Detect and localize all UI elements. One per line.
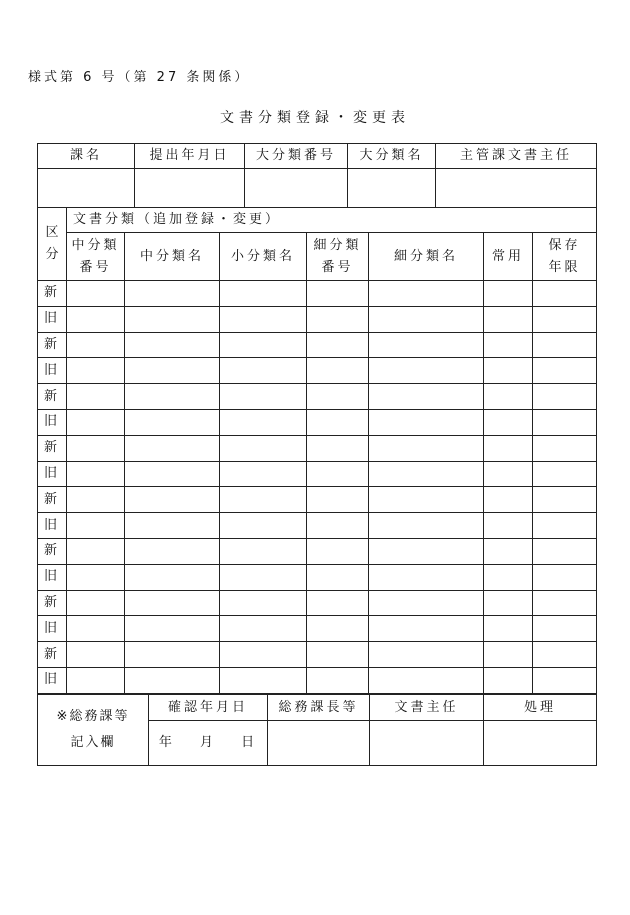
row-category: 新 xyxy=(38,642,67,668)
row-cell[interactable] xyxy=(533,281,597,307)
row-cell[interactable] xyxy=(484,513,533,539)
row-cell[interactable] xyxy=(67,281,125,307)
row-cell[interactable] xyxy=(533,487,597,513)
row-cell[interactable] xyxy=(125,306,220,332)
row-cell[interactable] xyxy=(369,513,484,539)
row-cell[interactable] xyxy=(125,590,220,616)
col-minor-name: 小分類名 xyxy=(220,233,307,281)
row-cell[interactable] xyxy=(533,332,597,358)
row-category: 旧 xyxy=(38,409,67,435)
row-cell[interactable] xyxy=(125,667,220,693)
row-cell[interactable] xyxy=(67,306,125,332)
table-row xyxy=(38,332,597,358)
col-doc-officer: 文書主任 xyxy=(370,695,484,721)
row-cell[interactable] xyxy=(533,667,597,693)
row-cell[interactable] xyxy=(369,564,484,590)
row-cell[interactable] xyxy=(307,332,369,358)
row-category: 新 xyxy=(38,332,67,358)
document-title: 文書分類登録・変更表 xyxy=(220,110,410,126)
col-mid-no-1: 中分類 xyxy=(71,237,120,253)
row-cell[interactable] xyxy=(220,384,307,410)
row-cell[interactable] xyxy=(220,538,307,564)
row-cell[interactable] xyxy=(125,384,220,410)
row-cell[interactable] xyxy=(533,538,597,564)
group-label: 文書分類（追加登録・変更） xyxy=(67,208,597,233)
col-sub-no xyxy=(307,233,369,281)
table-row xyxy=(38,564,597,590)
row-cell[interactable] xyxy=(307,358,369,384)
row-cell[interactable] xyxy=(307,513,369,539)
major-no-input-cell[interactable] xyxy=(245,169,348,208)
row-cell[interactable] xyxy=(533,384,597,410)
row-cell[interactable] xyxy=(307,564,369,590)
form-number: 様式第 6 号（第 27 条関係） xyxy=(28,70,251,85)
row-category: 旧 xyxy=(38,616,67,642)
row-cell[interactable] xyxy=(125,409,220,435)
row-cell[interactable] xyxy=(67,384,125,410)
confirm-date-cell[interactable] xyxy=(149,721,268,766)
col-section: 課名 xyxy=(38,144,135,169)
row-cell[interactable] xyxy=(67,332,125,358)
row-cell[interactable] xyxy=(67,358,125,384)
table-row xyxy=(38,409,597,435)
footer-table xyxy=(37,694,597,766)
row-cell[interactable] xyxy=(307,487,369,513)
row-category: 新 xyxy=(38,590,67,616)
row-cell[interactable] xyxy=(220,513,307,539)
col-mid-no-2: 番号 xyxy=(79,259,112,275)
row-cell[interactable] xyxy=(484,435,533,461)
row-cell[interactable] xyxy=(67,667,125,693)
major-name-input-cell[interactable] xyxy=(348,169,436,208)
row-cell[interactable] xyxy=(484,332,533,358)
col-mid-name: 中分類名 xyxy=(125,233,220,281)
row-cell[interactable] xyxy=(307,384,369,410)
table-row xyxy=(38,487,597,513)
row-cell[interactable] xyxy=(484,538,533,564)
col-regular: 常用 xyxy=(484,233,533,281)
col-sub-name: 細分類名 xyxy=(369,233,484,281)
table-row xyxy=(38,513,597,539)
table-row xyxy=(38,667,597,693)
row-cell[interactable] xyxy=(220,409,307,435)
row-cell[interactable] xyxy=(369,590,484,616)
col-confirm-date: 確認年月日 xyxy=(149,695,268,721)
row-body xyxy=(38,281,597,694)
row-cell[interactable] xyxy=(533,461,597,487)
officer-input-cell[interactable] xyxy=(436,169,597,208)
row-category: 新 xyxy=(38,538,67,564)
admin-section-label-2: 記入欄 xyxy=(70,735,116,750)
row-category: 旧 xyxy=(38,667,67,693)
row-cell[interactable] xyxy=(125,435,220,461)
row-cell[interactable] xyxy=(67,513,125,539)
row-cell[interactable] xyxy=(369,667,484,693)
row-cell[interactable] xyxy=(67,642,125,668)
row-cell[interactable] xyxy=(220,435,307,461)
row-cell[interactable] xyxy=(220,642,307,668)
manager-seal-cell[interactable] xyxy=(268,721,370,766)
table-row xyxy=(38,616,597,642)
row-cell[interactable] xyxy=(484,306,533,332)
row-category: 旧 xyxy=(38,513,67,539)
row-cell[interactable] xyxy=(369,435,484,461)
row-cell[interactable] xyxy=(369,642,484,668)
row-cell[interactable] xyxy=(484,409,533,435)
col-retention-1: 保存 xyxy=(548,237,581,253)
date-year: 年 xyxy=(158,735,175,750)
row-category: 新 xyxy=(38,435,67,461)
row-category: 新 xyxy=(38,384,67,410)
col-major-no: 大分類番号 xyxy=(245,144,348,169)
row-cell[interactable] xyxy=(220,332,307,358)
header-table xyxy=(37,143,597,208)
col-processing: 処理 xyxy=(484,695,597,721)
row-cell[interactable] xyxy=(484,616,533,642)
row-cell[interactable] xyxy=(307,435,369,461)
doc-officer-seal-cell[interactable] xyxy=(370,721,484,766)
col-retention-2: 年限 xyxy=(548,259,581,275)
table-row xyxy=(38,642,597,668)
table-row xyxy=(38,538,597,564)
row-cell[interactable] xyxy=(533,358,597,384)
row-cell[interactable] xyxy=(307,461,369,487)
row-cell[interactable] xyxy=(125,642,220,668)
row-cell[interactable] xyxy=(369,281,484,307)
row-cell[interactable] xyxy=(369,487,484,513)
col-mid-no xyxy=(67,233,125,281)
row-cell[interactable] xyxy=(484,642,533,668)
row-cell[interactable] xyxy=(125,332,220,358)
row-cell[interactable] xyxy=(307,642,369,668)
processing-cell[interactable] xyxy=(484,721,597,766)
row-cell[interactable] xyxy=(369,461,484,487)
row-cell[interactable] xyxy=(220,590,307,616)
row-cell[interactable] xyxy=(220,358,307,384)
row-cell[interactable] xyxy=(67,435,125,461)
row-cell[interactable] xyxy=(125,358,220,384)
row-cell[interactable] xyxy=(220,564,307,590)
row-cell[interactable] xyxy=(533,590,597,616)
table-row xyxy=(38,435,597,461)
row-cell[interactable] xyxy=(533,409,597,435)
category-label-2: 分 xyxy=(45,247,59,262)
table-row xyxy=(38,281,597,307)
row-cell[interactable] xyxy=(125,564,220,590)
row-category: 新 xyxy=(38,487,67,513)
row-cell[interactable] xyxy=(125,538,220,564)
date-month: 月 xyxy=(199,735,216,750)
category-label-1: 区 xyxy=(45,225,59,240)
table-row xyxy=(38,590,597,616)
row-cell[interactable] xyxy=(484,590,533,616)
col-sub-no-1: 細分類 xyxy=(313,237,362,253)
row-cell[interactable] xyxy=(307,590,369,616)
row-cell[interactable] xyxy=(307,409,369,435)
col-retention xyxy=(533,233,597,281)
row-cell[interactable] xyxy=(67,590,125,616)
row-cell[interactable] xyxy=(307,281,369,307)
row-cell[interactable] xyxy=(533,564,597,590)
row-cell[interactable] xyxy=(67,461,125,487)
row-cell[interactable] xyxy=(125,487,220,513)
table-row xyxy=(38,358,597,384)
row-cell[interactable] xyxy=(533,642,597,668)
row-cell[interactable] xyxy=(125,616,220,642)
row-cell[interactable] xyxy=(67,564,125,590)
row-cell[interactable] xyxy=(307,667,369,693)
table-row xyxy=(38,384,597,410)
row-cell[interactable] xyxy=(125,461,220,487)
row-cell[interactable] xyxy=(125,281,220,307)
table-row xyxy=(38,461,597,487)
row-cell[interactable] xyxy=(369,306,484,332)
row-cell[interactable] xyxy=(484,667,533,693)
category-header xyxy=(38,208,67,281)
row-cell[interactable] xyxy=(220,616,307,642)
row-category: 旧 xyxy=(38,461,67,487)
row-cell[interactable] xyxy=(484,487,533,513)
admin-section-label-1: ※総務課等 xyxy=(56,709,130,724)
row-cell[interactable] xyxy=(67,409,125,435)
col-officer: 主管課文書主任 xyxy=(436,144,597,169)
row-cell[interactable] xyxy=(484,461,533,487)
col-submit-date: 提出年月日 xyxy=(135,144,245,169)
row-cell[interactable] xyxy=(307,616,369,642)
submit-date-input-cell[interactable] xyxy=(135,169,245,208)
row-cell[interactable] xyxy=(369,358,484,384)
admin-section-label xyxy=(38,695,149,766)
row-cell[interactable] xyxy=(369,409,484,435)
row-cell[interactable] xyxy=(220,667,307,693)
row-cell[interactable] xyxy=(125,513,220,539)
row-cell[interactable] xyxy=(533,435,597,461)
row-cell[interactable] xyxy=(484,564,533,590)
col-major-name: 大分類名 xyxy=(348,144,436,169)
date-day: 日 xyxy=(241,735,258,750)
row-cell[interactable] xyxy=(484,384,533,410)
row-cell[interactable] xyxy=(67,538,125,564)
row-cell[interactable] xyxy=(533,306,597,332)
row-cell[interactable] xyxy=(369,616,484,642)
row-cell[interactable] xyxy=(307,538,369,564)
row-cell[interactable] xyxy=(220,487,307,513)
col-manager: 総務課長等 xyxy=(268,695,370,721)
table-row xyxy=(38,306,597,332)
row-category: 旧 xyxy=(38,306,67,332)
section-input-cell[interactable] xyxy=(38,169,135,208)
row-cell[interactable] xyxy=(484,358,533,384)
row-cell[interactable] xyxy=(484,281,533,307)
row-cell[interactable] xyxy=(533,616,597,642)
row-category: 旧 xyxy=(38,564,67,590)
row-cell[interactable] xyxy=(369,384,484,410)
row-cell[interactable] xyxy=(220,461,307,487)
row-cell[interactable] xyxy=(369,538,484,564)
row-cell[interactable] xyxy=(220,306,307,332)
row-cell[interactable] xyxy=(369,332,484,358)
col-sub-no-2: 番号 xyxy=(321,259,354,275)
row-cell[interactable] xyxy=(220,281,307,307)
row-cell[interactable] xyxy=(67,616,125,642)
classification-table xyxy=(37,207,597,694)
row-cell[interactable] xyxy=(533,513,597,539)
row-category: 新 xyxy=(38,281,67,307)
row-cell[interactable] xyxy=(307,306,369,332)
row-cell[interactable] xyxy=(67,487,125,513)
row-category: 旧 xyxy=(38,358,67,384)
